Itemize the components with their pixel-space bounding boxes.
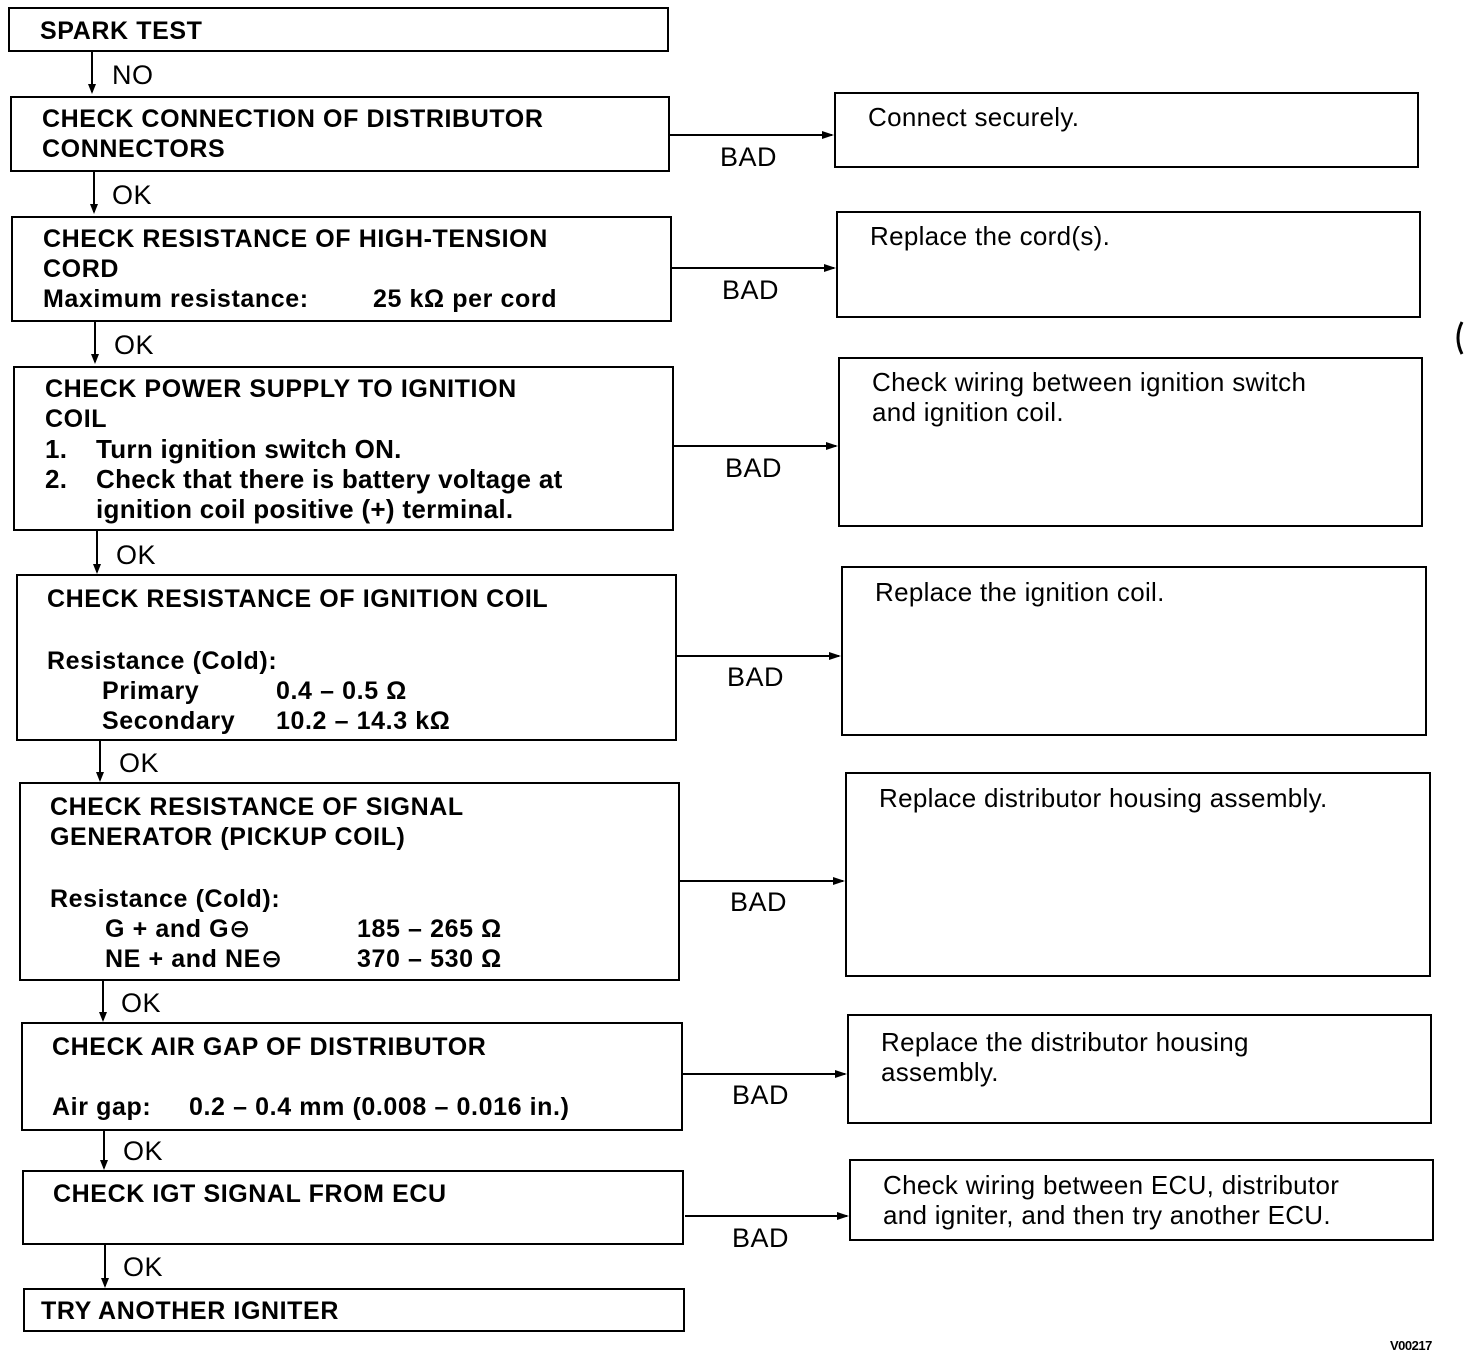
item-number: 1.: [45, 434, 68, 464]
arrowhead: [99, 1012, 107, 1022]
item-number: 2.: [45, 464, 68, 494]
spec-name: Primary: [102, 677, 200, 705]
action-check-wiring-ignition: [838, 357, 1423, 527]
step-title: CHECK RESISTANCE OF IGNITION COIL: [47, 585, 549, 613]
step-title: GENERATOR (PICKUP COIL): [50, 823, 406, 851]
spec-value: 25 kΩ per cord: [373, 285, 558, 313]
item-text: Check that there is battery voltage at: [96, 464, 563, 494]
scan-mark: [1458, 322, 1462, 354]
flow-label-ok: OK: [123, 1252, 164, 1282]
flow-label-ok: OK: [112, 180, 153, 210]
flow-label-bad: BAD: [727, 662, 785, 692]
arrowhead: [833, 877, 845, 885]
step-list-item: [45, 464, 563, 494]
action-text: Check wiring between ECU, distributor: [883, 1170, 1340, 1200]
step-spark-test: [8, 7, 669, 52]
step-title: CONNECTORS: [42, 135, 226, 163]
flow-label-bad: BAD: [720, 142, 778, 172]
arrowhead: [96, 772, 104, 782]
action-text: and igniter, and then try another ECU.: [883, 1200, 1331, 1230]
arrowhead: [91, 354, 99, 364]
step-check-signal-generator: [19, 782, 680, 981]
step-title: CHECK RESISTANCE OF SIGNAL: [50, 793, 464, 821]
arrowhead: [822, 131, 834, 139]
figure-code: V00217: [1390, 1338, 1432, 1353]
flow-label-ok: OK: [114, 330, 155, 360]
step-title: CORD: [43, 255, 120, 283]
item-text: ignition coil positive (+) terminal.: [96, 494, 514, 524]
step-title: CHECK RESISTANCE OF HIGH-TENSION: [43, 225, 548, 253]
spec-value: 0.2 – 0.4 mm (0.008 – 0.016 in.): [189, 1093, 570, 1121]
spec-name: G + and G⊖: [105, 915, 251, 943]
spec-value: 370 – 530 Ω: [357, 945, 502, 973]
action-text: Replace the ignition coil.: [875, 577, 1165, 607]
arrowhead: [835, 1070, 847, 1078]
arrowhead: [837, 1212, 849, 1220]
arrowhead: [824, 264, 836, 272]
spec-value: 10.2 – 14.3 kΩ: [276, 707, 451, 735]
action-replace-cords: [836, 211, 1421, 318]
step-check-distributor-connectors: [10, 96, 670, 172]
arrowhead: [90, 204, 98, 214]
action-text: Replace the distributor housing: [881, 1027, 1249, 1057]
arrowhead: [829, 652, 841, 660]
flow-label-bad: BAD: [732, 1080, 790, 1110]
step-title: CHECK AIR GAP OF DISTRIBUTOR: [52, 1033, 487, 1061]
action-text: Check wiring between ignition switch: [872, 367, 1307, 397]
step-title: CHECK IGT SIGNAL FROM ECU: [53, 1180, 447, 1208]
action-text: Connect securely.: [868, 102, 1080, 132]
action-replace-distributor-housing-assembly: [847, 1014, 1432, 1124]
step-check-power-supply: [13, 366, 674, 531]
action-replace-ignition-coil: [841, 566, 1427, 736]
spec-title: Resistance (Cold):: [47, 647, 278, 675]
step-title: COIL: [45, 405, 108, 433]
spec-label: Air gap:: [52, 1093, 152, 1121]
arrowhead: [88, 84, 96, 94]
flow-label-bad: BAD: [730, 887, 788, 917]
action-connect-securely: [834, 92, 1419, 168]
flow-label-bad: BAD: [722, 275, 780, 305]
item-text: Turn ignition switch ON.: [96, 434, 402, 464]
action-text: Replace the cord(s).: [870, 221, 1111, 251]
step-title: TRY ANOTHER IGNITER: [41, 1297, 339, 1325]
arrowhead: [101, 1278, 109, 1288]
flow-label-no: NO: [112, 60, 154, 90]
action-text: assembly.: [881, 1057, 999, 1087]
action-text: Replace distributor housing assembly.: [879, 783, 1328, 813]
spec-label: Maximum resistance:: [43, 285, 309, 313]
step-check-air-gap: [21, 1022, 683, 1131]
flow-label-bad: BAD: [725, 453, 783, 483]
arrowhead: [93, 564, 101, 574]
step-try-another-igniter: [23, 1288, 685, 1332]
spec-name: NE + and NE⊖: [105, 945, 283, 973]
flow-label-ok: OK: [121, 988, 162, 1018]
step-list-item: [45, 434, 402, 464]
step-title: SPARK TEST: [40, 17, 203, 45]
step-check-ignition-coil: [16, 574, 677, 741]
arrowhead: [826, 442, 838, 450]
action-replace-distributor-housing: [845, 772, 1431, 977]
flow-label-ok: OK: [119, 748, 160, 778]
spec-value: 0.4 – 0.5 Ω: [276, 677, 407, 705]
action-text: and ignition coil.: [872, 397, 1064, 427]
spec-title: Resistance (Cold):: [50, 885, 281, 913]
flow-label-bad: BAD: [732, 1223, 790, 1253]
spec-name: Secondary: [102, 707, 236, 735]
flow-label-ok: OK: [123, 1136, 164, 1166]
step-check-igt-signal: [22, 1170, 684, 1245]
spec-value: 185 – 265 Ω: [357, 915, 502, 943]
step-title: CHECK CONNECTION OF DISTRIBUTOR: [42, 105, 544, 133]
step-list-item: [45, 494, 513, 524]
arrowhead: [100, 1160, 108, 1170]
step-title: CHECK POWER SUPPLY TO IGNITION: [45, 375, 517, 403]
flow-label-ok: OK: [116, 540, 157, 570]
step-check-high-tension-cord: [11, 216, 672, 322]
action-check-wiring-ecu: [849, 1159, 1434, 1241]
